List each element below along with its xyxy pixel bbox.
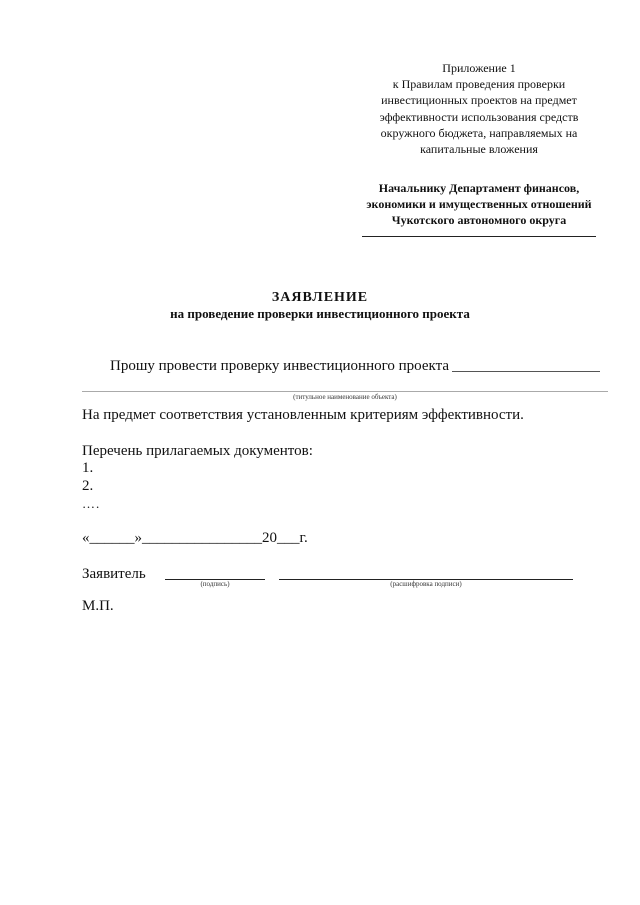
object-name-field[interactable] xyxy=(82,391,608,392)
purpose-text: На предмет соответствия установленным критериям эффективности. xyxy=(82,407,524,423)
appendix-note xyxy=(354,60,604,157)
appendix-line: окружного бюджета, направляемых на xyxy=(380,125,578,140)
documents-list-item: 1. xyxy=(82,460,94,476)
document-title: ЗАЯВЛЕНИЕ xyxy=(271,290,369,305)
appendix-line: капитальные вложения xyxy=(420,142,538,157)
project-name-field[interactable] xyxy=(452,371,600,372)
addressee-line: Начальнику Департамент финансов, xyxy=(378,181,580,195)
documents-list-title: Перечень прилагаемых документов: xyxy=(82,443,313,459)
addressee-line: Чукотского автономного округа xyxy=(391,213,567,228)
signature-decoding-caption: (расшифровка подписи) xyxy=(390,580,462,588)
addressee-line: экономики и имущественных отношений xyxy=(366,197,592,212)
applicant-label: Заявитель xyxy=(82,566,146,582)
documents-list-item: 2. xyxy=(82,478,94,494)
object-name-caption: (титульное наименование объекта) xyxy=(293,393,397,401)
request-text: Прошу провести проверку инвестиционного проекта xyxy=(110,358,449,374)
addressee-block xyxy=(354,180,604,229)
document-subtitle: на проведение проверки инвестиционного проекта xyxy=(170,306,470,321)
addressee-name-field[interactable] xyxy=(362,236,596,237)
signature-caption: (подпись) xyxy=(200,580,230,588)
appendix-line: эффективности использования средств xyxy=(379,109,579,124)
appendix-line: Приложение 1 xyxy=(442,61,516,75)
appendix-line: к Правилам проведения проверки xyxy=(392,77,566,92)
appendix-line: инвестиционных проектов на предмет xyxy=(381,93,577,108)
documents-list-item: …. xyxy=(82,496,101,511)
stamp-placeholder: М.П. xyxy=(82,598,114,614)
date-field[interactable]: «______»________________20___г. xyxy=(82,530,308,546)
